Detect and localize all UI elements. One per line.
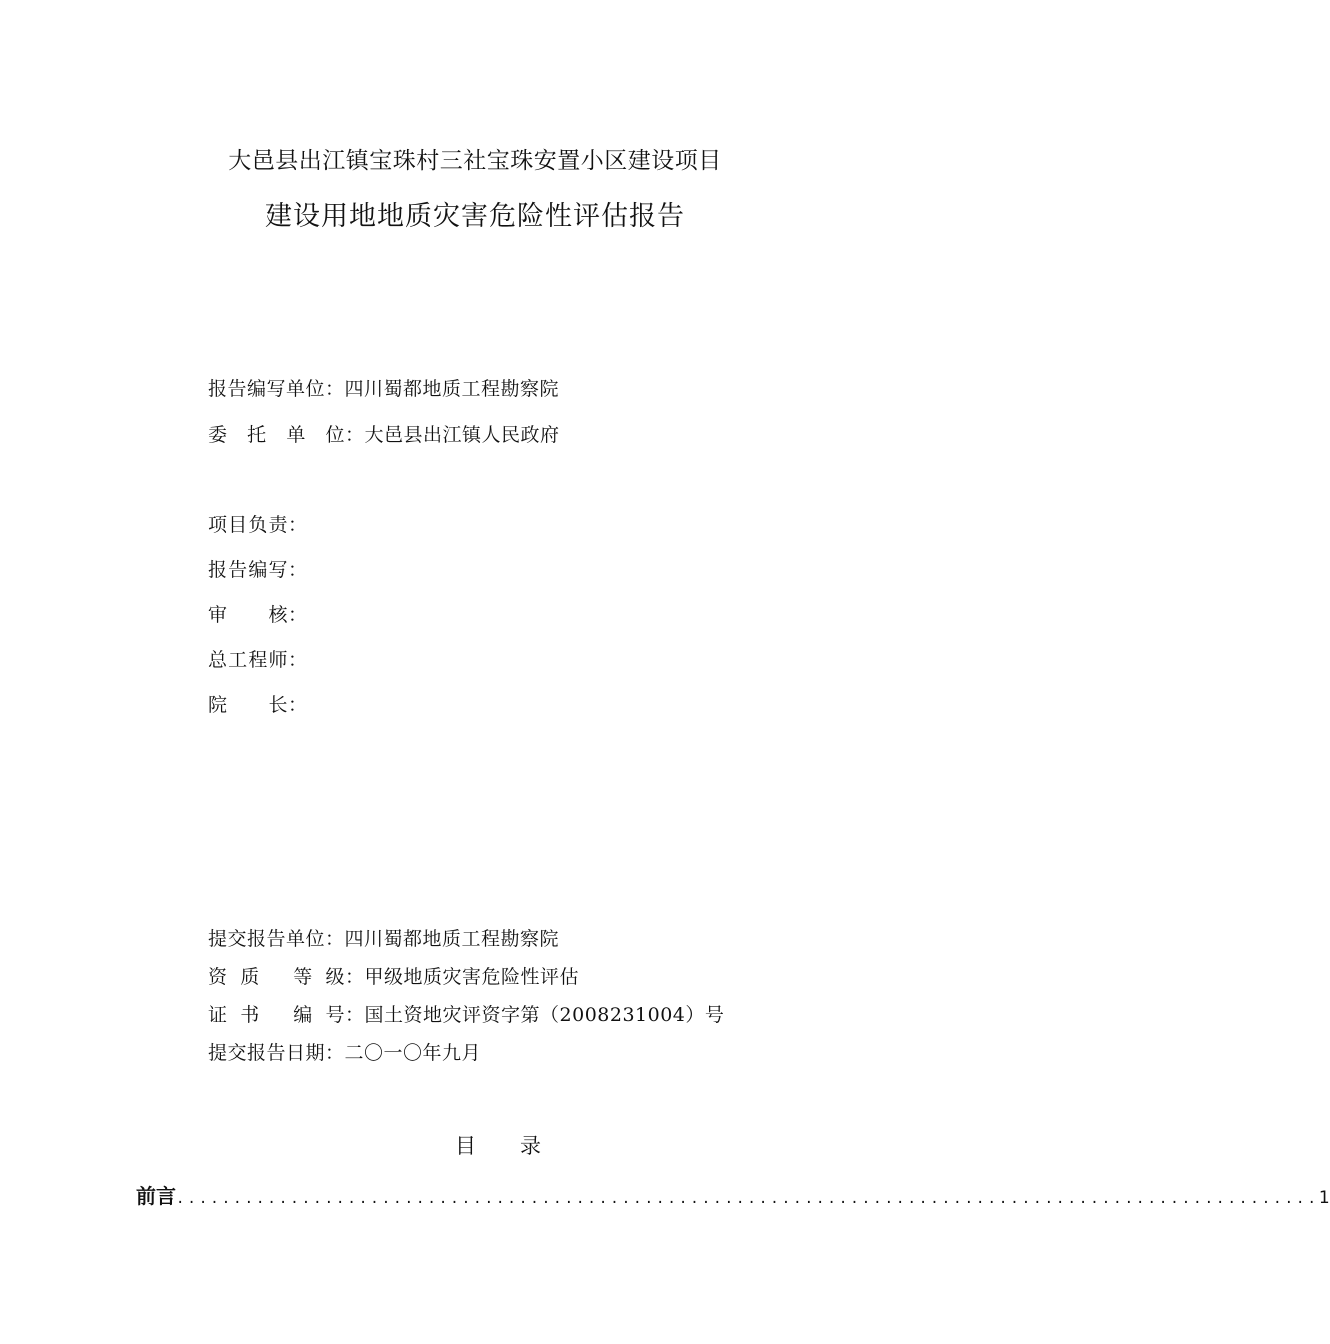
toc-title: 目 录	[455, 1134, 541, 1158]
personnel-chief-engineer: 总 工 程 师 ：	[208, 649, 308, 671]
report-unit-label: 报告编写单位：	[208, 378, 345, 400]
submit-unit-label: 提交报告单位：	[208, 928, 345, 950]
personnel-project-lead: 项 目 负 责 ：	[208, 514, 308, 536]
qualification-value: 甲级地质灾害危险性评估	[364, 966, 580, 988]
client-unit-label: 委 托 单 位	[208, 424, 345, 446]
toc-leader-dots: ....................................................................................................	[176, 1191, 1319, 1207]
qualification-line: 资 质 等 级 ：甲级地质灾害危险性评估	[208, 962, 579, 989]
submit-date-value: 二〇一〇年九月	[344, 1042, 482, 1064]
submit-unit-line	[208, 924, 559, 951]
client-unit-line: 委 托 单 位 ：大邑县出江镇人民政府	[208, 420, 560, 447]
submit-date-label: 提交报告日期：	[208, 1042, 345, 1064]
certificate-line: 证 书 编 号 ：国土资地灾评资字第（2008231004）号	[208, 1000, 724, 1027]
report-title-line1: 大邑县出江镇宝珠村三社宝珠安置小区建设项目	[228, 148, 722, 174]
report-unit-line	[208, 374, 559, 401]
report-unit-value: 四川蜀都地质工程勘察院	[344, 378, 560, 400]
personnel-director: 院 长 ：	[208, 694, 308, 716]
certificate-value: 国土资地灾评资字第（2008231004）号	[364, 1004, 725, 1026]
certificate-label: 证 书 编 号	[208, 1004, 345, 1026]
client-unit-value: 大邑县出江镇人民政府	[364, 424, 560, 446]
toc-entry[interactable]	[136, 1180, 1330, 1209]
toc-entry-page: 1	[1318, 1188, 1330, 1208]
submit-date-line	[208, 1038, 481, 1065]
personnel-report-writer: 报 告 编 写 ：	[208, 559, 308, 581]
personnel-reviewer: 审 核 ：	[208, 604, 308, 626]
report-title-line2: 建设用地地质灾害危险性评估报告	[265, 201, 685, 232]
qualification-label: 资 质 等 级	[208, 966, 345, 988]
submit-unit-value: 四川蜀都地质工程勘察院	[344, 928, 560, 950]
toc-entry-label: 前 言	[136, 1184, 176, 1208]
